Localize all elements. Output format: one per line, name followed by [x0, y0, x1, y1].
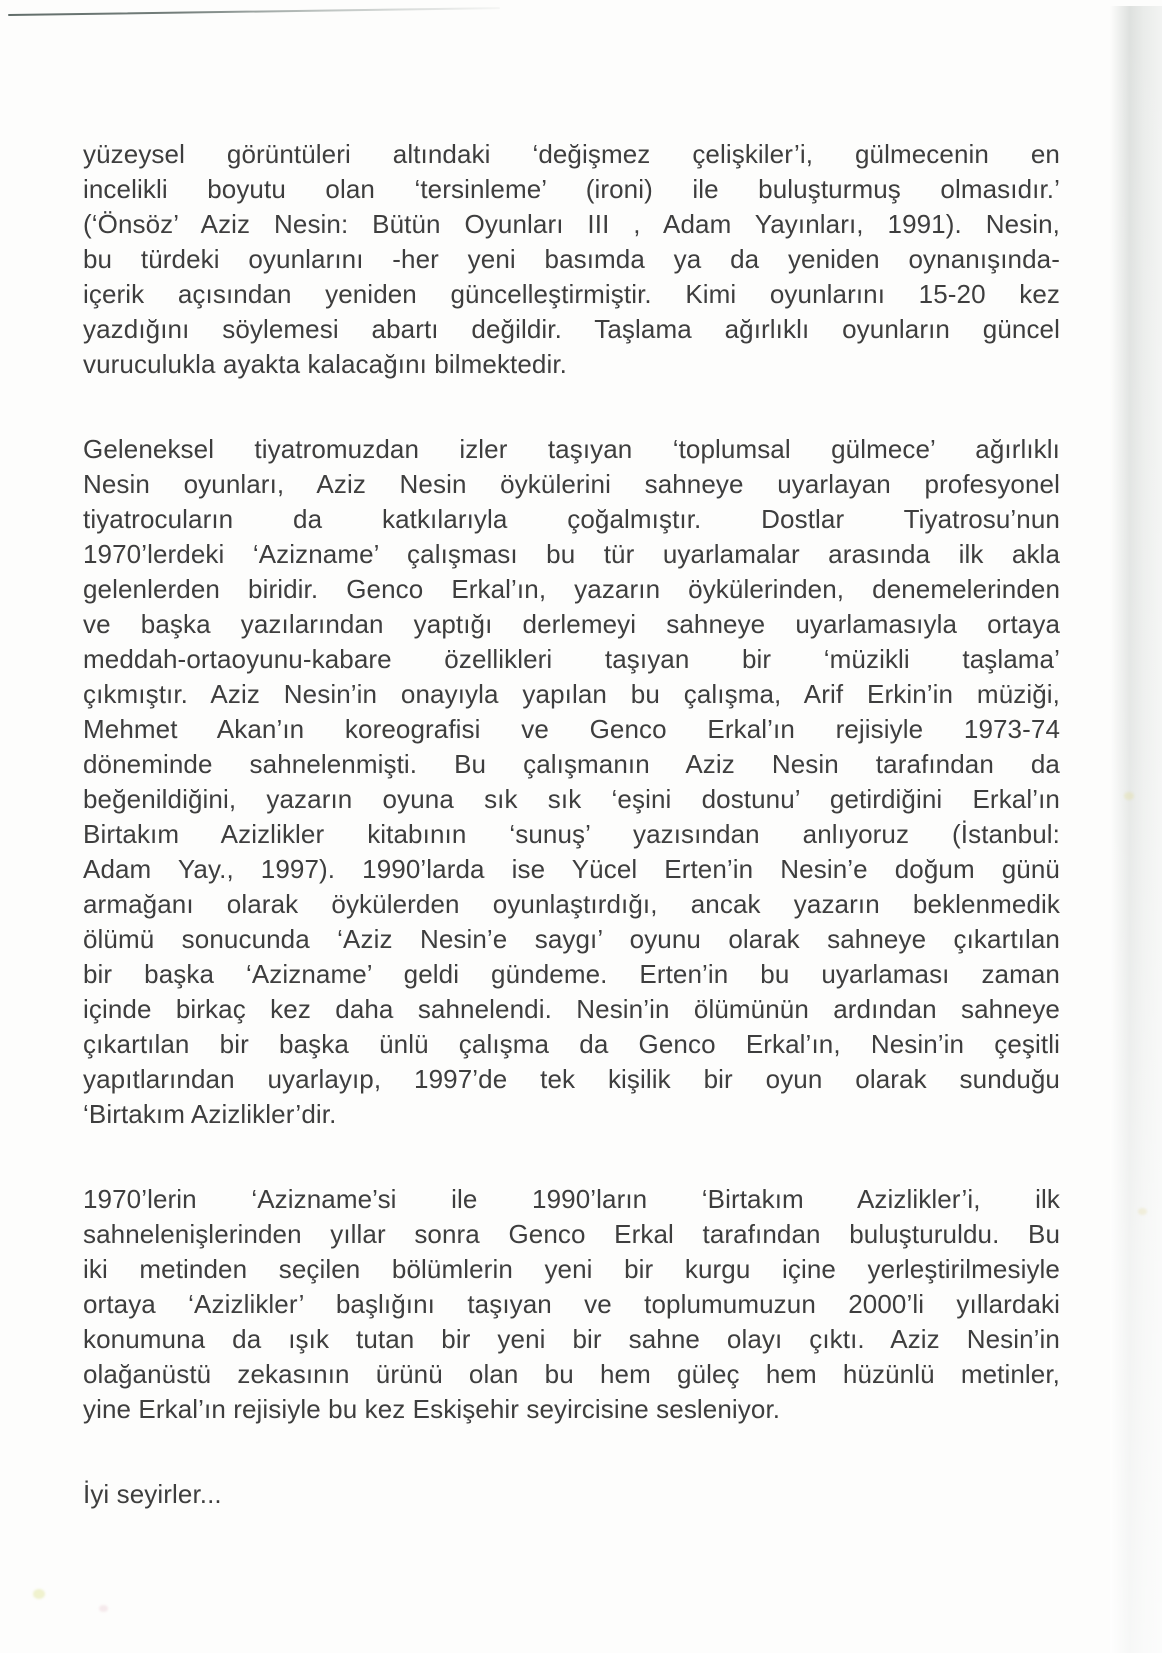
- text-line: ‘Birtakım Azizlikler’dir.: [83, 1099, 337, 1129]
- text-line: İyi seyirler...: [83, 1479, 222, 1509]
- text-line: beğenildiğini, yazarın oyuna sık sık ‘eşini dostunu’ getirdiğini Erkal’ın: [83, 784, 1060, 814]
- text-line: Mehmet Akan’ın koreografisi ve Genco Erkal’ın rejisiyle 1973-74: [83, 714, 1060, 744]
- text-line: yine Erkal’ın rejisiyle bu kez Eskişehir seyircisine sesleniyor.: [83, 1394, 781, 1424]
- text-line: içerik açısından yeniden güncelleştirmiştir. Kimi oyunlarını 15-20 kez: [83, 279, 1060, 309]
- paragraph-1: [83, 137, 1060, 382]
- text-line: döneminde sahnelenmişti. Bu çalışmanın Aziz Nesin tarafından da: [83, 749, 1060, 779]
- text-line: iki metinden seçilen bölümlerin yeni bir kurgu içine yerleştirilmesiyle: [83, 1254, 1060, 1284]
- text-line: 1970’lerdeki ‘Azizname’ çalışması bu tür uyarlamalar arasında ilk akla: [83, 539, 1060, 569]
- text-line: bu türdeki oyunlarını -her yeni basımda ya da yeniden oynanışında-: [83, 244, 1060, 274]
- page-edge-shadow: [1110, 6, 1162, 1653]
- text-line: içinde birkaç kez daha sahnelendi. Nesin’in ölümünün ardından sahneye: [83, 994, 1060, 1024]
- scan-crease-line: [8, 7, 500, 16]
- body-text: [83, 137, 1060, 1512]
- text-line: 1970’lerin ‘Azizname’si ile 1990’ların ‘Birtakım Azizlikler’i, ilk: [83, 1184, 1060, 1214]
- closing-line: [83, 1477, 1060, 1512]
- text-line: çıkartılan bir başka ünlü çalışma da Genco Erkal’ın, Nesin’in çeşitli: [83, 1029, 1060, 1059]
- text-line: ölümü sonucunda ‘Aziz Nesin’e saygı’ oyunu olarak sahneye çıkartılan: [83, 924, 1060, 954]
- text-line: yapıtlarından uyarlayıp, 1997’de tek kişilik bir oyun olarak sunduğu: [83, 1064, 1060, 1094]
- paragraph-3: [83, 1182, 1060, 1427]
- scan-speck: [33, 1589, 45, 1599]
- text-line: gelenlerden biridir. Genco Erkal’ın, yazarın öykülerinden, denemelerinden: [83, 574, 1060, 604]
- text-line: Adam Yay., 1997). 1990’larda ise Yücel Erten’in Nesin’e doğum günü: [83, 854, 1060, 884]
- text-line: çıkmıştır. Aziz Nesin’in onayıyla yapılan bu çalışma, Arif Erkin’in müziği,: [83, 679, 1060, 709]
- text-line: incelikli boyutu olan ‘tersinleme’ (ironi) ile buluşturmuş olmasıdır.’: [83, 174, 1060, 204]
- text-line: ve başka yazılarından yaptığı derlemeyi sahneye uyarlamasıyla ortaya: [83, 609, 1060, 639]
- paragraph-2: [83, 432, 1060, 1132]
- text-line: vuruculukla ayakta kalacağını bilmektedir.: [83, 349, 568, 379]
- text-line: olağanüstü zekasının ürünü olan bu hem güleç hem hüzünlü metinler,: [83, 1359, 1060, 1389]
- text-line: Birtakım Azizlikler kitabının ‘sunuş’ yazısından anlıyoruz (İstanbul:: [83, 819, 1060, 849]
- text-line: bir başka ‘Azizname’ geldi gündeme. Erten’in bu uyarlaması zaman: [83, 959, 1060, 989]
- text-line: yüzeysel görüntüleri altındaki ‘değişmez çelişkiler’i, gülmecenin en: [83, 139, 1060, 169]
- text-line: Nesin oyunları, Aziz Nesin öykülerini sahneye uyarlayan profesyonel: [83, 469, 1060, 499]
- text-line: tiyatrocuların da katkılarıyla çoğalmıştır. Dostlar Tiyatrosu’nun: [83, 504, 1060, 534]
- text-line: Geleneksel tiyatromuzdan izler taşıyan ‘toplumsal gülmece’ ağırlıklı: [83, 434, 1060, 464]
- text-line: konumuna da ışık tutan bir yeni bir sahne olayı çıktı. Aziz Nesin’in: [83, 1324, 1060, 1354]
- text-line: armağanı olarak öykülerden oyunlaştırdığı, ancak yazarın beklenmedik: [83, 889, 1060, 919]
- text-line: meddah-ortaoyunu-kabare özellikleri taşıyan bir ‘müzikli taşlama’: [83, 644, 1060, 674]
- scan-speck: [99, 1605, 108, 1612]
- text-line: yazdığını söylemesi abartı değildir. Taşlama ağırlıklı oyunların güncel: [83, 314, 1060, 344]
- text-line: sahnelenişlerinden yıllar sonra Genco Erkal tarafından buluşturuldu. Bu: [83, 1219, 1060, 1249]
- text-line: ortaya ‘Azizlikler’ başlığını taşıyan ve toplumumuzun 2000’li yıllardaki: [83, 1289, 1060, 1319]
- text-line: (‘Önsöz’ Aziz Nesin: Bütün Oyunları III , Adam Yayınları, 1991). Nesin,: [83, 209, 1060, 239]
